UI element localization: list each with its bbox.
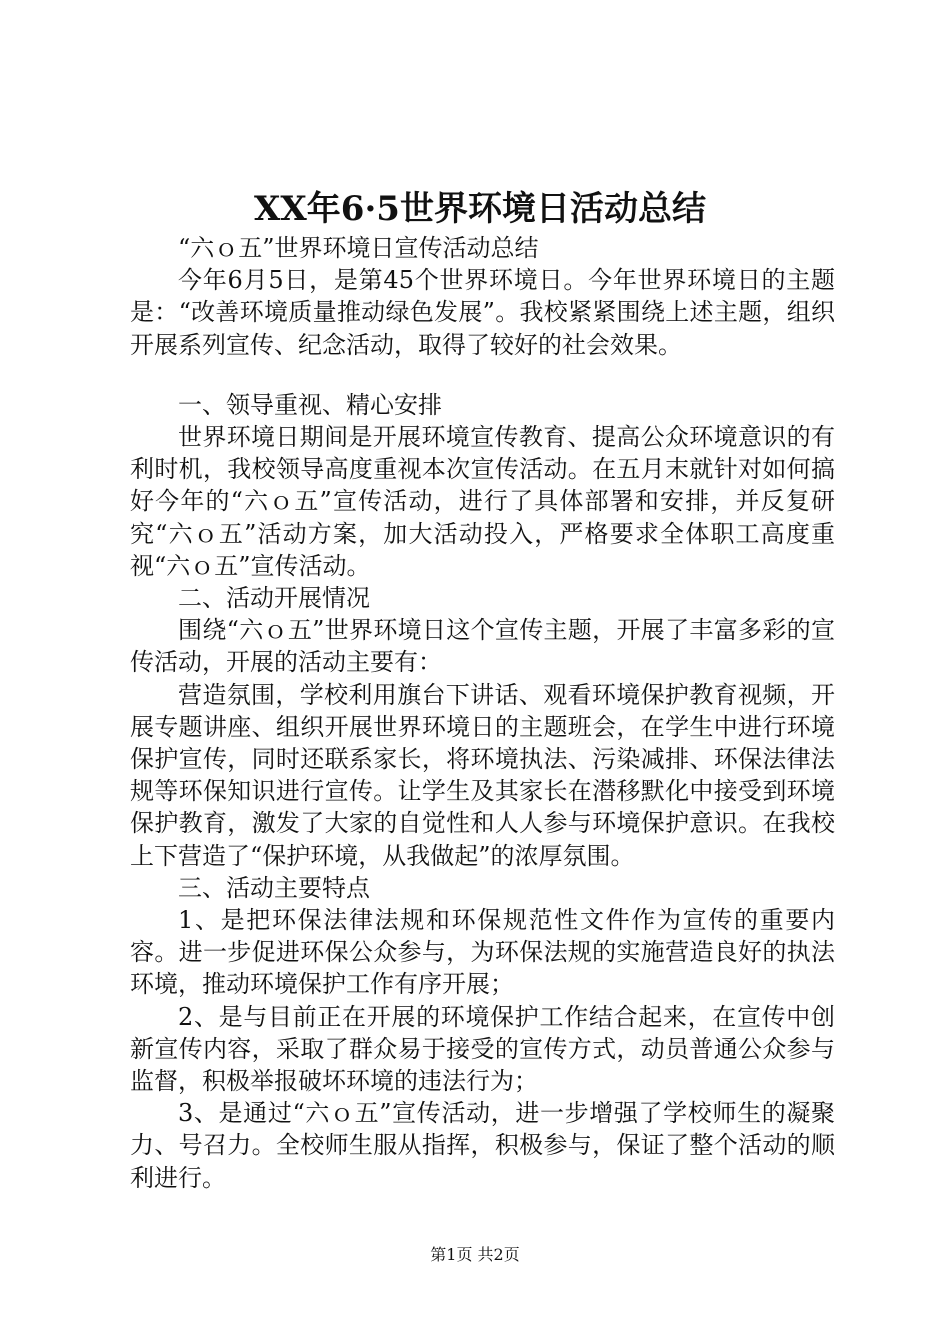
feature-item-1: 1、是把环保法律法规和环保规范性文件作为宣传的重要内容。进一步促进环保公众参与，为环保法规的实施营造良好的执法环境，推动环境保护工作有序开展； [130,906,835,999]
feature-item-3: 3、是通过“六ｏ五”宣传活动，进一步增强了学校师生的凝聚力、号召力。全校师生服从指挥，积极参与，保证了整个活动的顺利进行。 [130,1099,835,1192]
intro-paragraph: 今年6月5日，是第45个世界环境日。今年世界环境日的主题是：“改善环境质量推动绿色发展”。我校紧紧围绕上述主题，组织开展系列宣传、纪念活动，取得了较好的社会效果。 [130,266,835,359]
section-heading-2: 二、活动开展情况 [178,584,370,613]
subtitle-paragraph: “六ｏ五”世界环境日宣传活动总结 [178,234,539,262]
section-2-paragraph-2: 营造氛围，学校利用旗台下讲话、观看环境保护教育视频，开展专题讲座、组织开展世界环境日的主题班会，在学生中进行环境保护宣传，同时还联系家长，将环境执法、污染减排、环保法律法规等环保知识进行宣传。让学生及其家长在潜移默化中接受到环境保护教育，激发了大家的自觉性和人人参与环境保护意识。在我校上下营造了“保护环境，从我做起”的浓厚氛围。 [130,680,835,870]
document-title: XX年6·5世界环境日活动总结 [254,189,706,229]
section-2-paragraph-1: 围绕“六ｏ五”世界环境日这个宣传主题，开展了丰富多彩的宣传活动，开展的活动主要有： [130,616,835,677]
section-heading-3: 三、活动主要特点 [178,873,370,902]
section-1-paragraph: 世界环境日期间是开展环境宣传教育、提高公众环境意识的有利时机，我校领导高度重视本次宣传活动。在五月末就针对如何搞好今年的“六ｏ五”宣传活动，进行了具体部署和安排，并反复研究“六ｏ五”活动方案，加大活动投入，严格要求全体职工高度重视“六ｏ五”宣传活动。 [130,423,835,580]
section-heading-1: 一、领导重视、精心安排 [178,390,442,419]
feature-item-2: 2、是与目前正在开展的环境保护工作结合起来，在宣传中创新宣传内容，采取了群众易于接受的宣传方式，动员普通公众参与监督，积极举报破坏环境的违法行为； [130,1002,835,1096]
document-body [130,232,835,1194]
page-footer: 第1页 共2页 [430,1245,520,1264]
